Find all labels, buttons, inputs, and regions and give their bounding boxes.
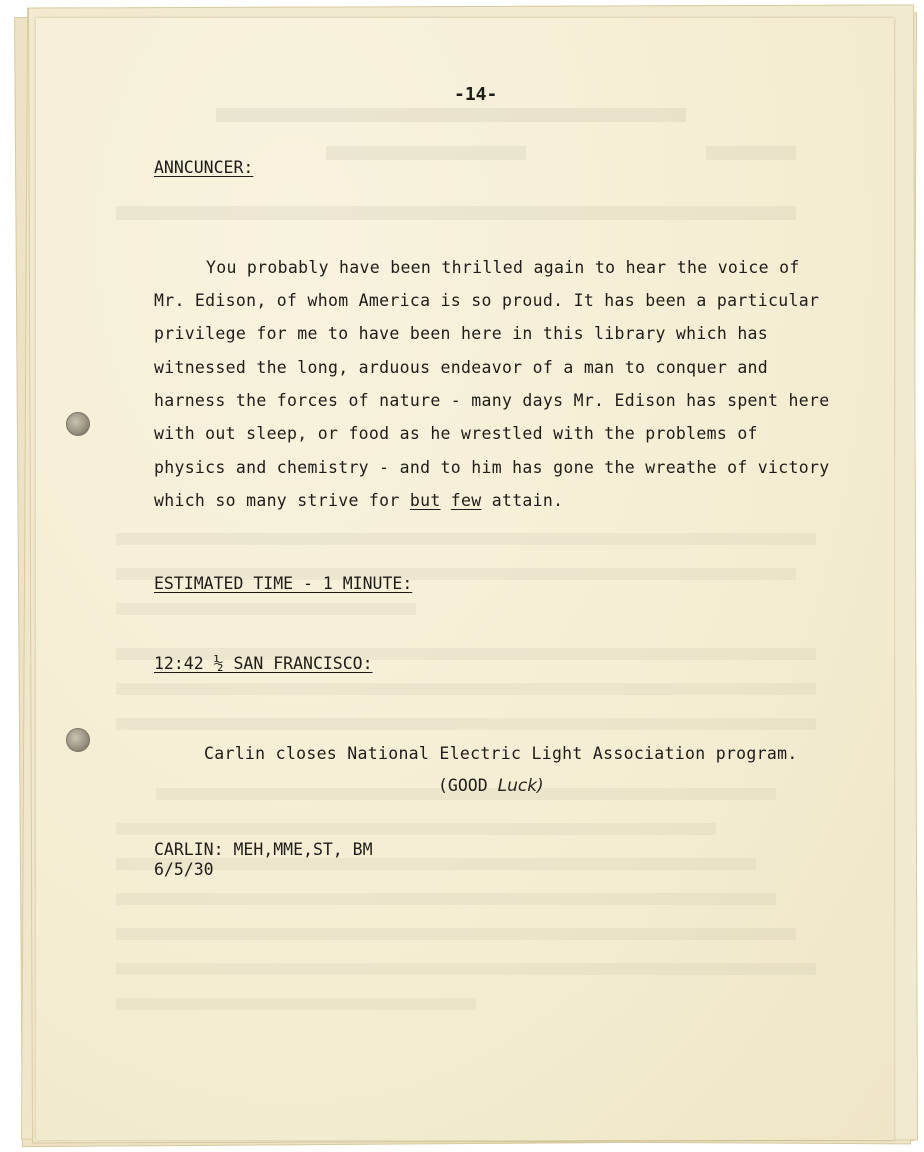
bleed-through <box>116 823 716 835</box>
underlined-few: few <box>450 491 482 510</box>
bleed-through <box>116 603 416 615</box>
bleed-through <box>116 718 816 730</box>
body-line-2: Mr. Edison, of whom America is so proud. It has been a particular <box>154 291 820 310</box>
closing-note-typed: (GOOD <box>438 776 498 795</box>
closing-line: Carlin closes National Electric Light Association program. <box>204 744 798 763</box>
body-line-8 <box>154 491 563 510</box>
underlined-but: but <box>409 491 441 510</box>
punch-hole <box>66 412 90 436</box>
estimated-time: ESTIMATED TIME - 1 MINUTE: <box>154 574 413 593</box>
body-line-5: harness the forces of nature - many days Mr. Edison has spent here <box>154 391 830 410</box>
bleed-through <box>116 928 796 940</box>
bleed-through <box>116 998 476 1010</box>
document-date: 6/5/30 <box>154 860 214 879</box>
announcer-heading: ANNCUNCER: <box>154 158 254 177</box>
bleed-through <box>116 963 816 975</box>
closing-note <box>438 776 544 796</box>
typed-page <box>36 18 894 1140</box>
typist-initials: CARLIN: MEH,MME,ST, BM <box>154 840 373 859</box>
last-line-start: which so many strive for <box>154 491 410 510</box>
bleed-through <box>706 146 796 160</box>
page-number: -14- <box>454 84 498 105</box>
body-line-7: physics and chemistry - and to him has gone the wreathe of victory <box>154 458 830 477</box>
closing-note-handwritten: Luck) <box>497 776 544 796</box>
punch-hole <box>66 728 90 752</box>
bleed-through <box>116 683 816 695</box>
bleed-through <box>116 206 796 220</box>
bleed-through <box>216 108 686 122</box>
bleed-through <box>116 893 776 905</box>
body-line-3: privilege for me to have been here in this library which has <box>154 324 769 343</box>
body-line-4: witnessed the long, arduous endeavor of a man to conquer and <box>154 358 769 377</box>
last-line-space <box>441 491 451 510</box>
last-line-end: attain. <box>481 491 564 510</box>
bleed-through <box>116 533 816 545</box>
cue-time-location: 12:42 ½ SAN FRANCISCO: <box>154 654 373 673</box>
bleed-through <box>326 146 526 160</box>
body-line-6: with out sleep, or food as he wrestled with the problems of <box>154 424 758 443</box>
body-line-1: You probably have been thrilled again to hear the voice of <box>206 258 800 277</box>
